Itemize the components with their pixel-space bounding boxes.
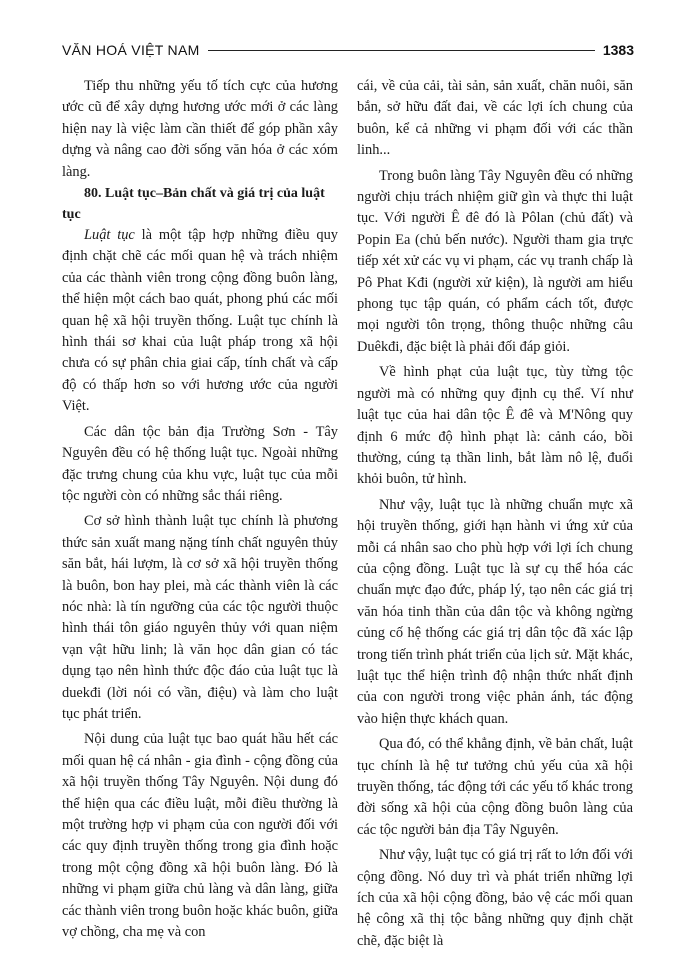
section-heading: 80. Luật tục–Bản chất và giá trị của luật tục bbox=[62, 186, 325, 223]
paragraph bbox=[62, 225, 338, 418]
paragraph: cái, về của cải, tài sản, sản xuất, chăn nuôi, săn bắn, sở hữu đất đai, về các lợi ích chung của buôn, kể cả những vi phạm đối với các thần linh... bbox=[357, 78, 633, 159]
paragraph: Trong buôn làng Tây Nguyên đều có những người chịu trách nhiệm giữ gìn và thực thi luật tục. Với người Ê đê đó là Pôlan (chủ đất) và Popin Ea (chủ bến nước). Người tham gia trực tiếp xét xử các vụ vi phạm, các vụ tranh chấp là Pô Phat Kđi (người xử kiện), là người am hiểu phong tục tập quán, có phẩm cách tốt, được mọi người tôn trọng, thông thuộc những câu Duêkđi, đặc biệt là phải đối đáp giỏi. bbox=[357, 167, 633, 355]
paragraph-text: là một tập hợp những điều quy định chặt chẽ các mối quan hệ và trách nhiệm của các thành viên trong cộng đồng buôn làng, thể hiện một cách bao quát, phong phú các mối quan hệ xã hội truyền thống. Luật tục chính là hình thái sơ khai của luật pháp trong xã hội chưa có sự phân chia giai cấp, tính chất và cấp độ có thấp hơn so với hương ước của người Việt. bbox=[62, 227, 339, 415]
paragraph: Cơ sở hình thành luật tục chính là phương thức sản xuất mang nặng tính chất nguyên thủy săn bắt, hái lượm, là cơ sở xã hội truyền thống là buôn, bon hay plei, mà các thành viên là các nóc nhà: là tín ngưỡng của các tộc người thuộc hình thái tôn giáo nguyên thủy với quan niệm vạn vật hữu linh; là văn học dân gian có tác dụng tạo nên hình thức độc đáo của luật tục là duekđi (lời nói có vần, điệu) và làm cho luật tục phát triển. bbox=[62, 513, 338, 722]
right-column bbox=[357, 76, 633, 952]
paragraph: Về hình phạt của luật tục, tùy từng tộc người mà có những quy định cụ thể. Ví như luật tục của hai dân tộc Ê đê và M'Nông quy định 6 mức độ hình phạt là: cảnh cáo, bồi thường, cúng tạ thần linh, bắt làm nô lệ, đuổi khỏi buôn, tử hình. bbox=[357, 364, 633, 488]
paragraph: Như vậy, luật tục là những chuẩn mực xã hội truyền thống, giới hạn hành vi ứng xử của mỗi cá nhân sao cho phù hợp với lợi ích chung của cộng đồng. Luật tục là sự cụ thể hóa các chuẩn mực đạo đức, pháp lý, tạo nên các giá trị văn hóa tinh thần của dân tộc và không ngừng củng cố hệ thống các giá trị dân tộc đã xác lập trong tiến trình phát triển của lịch sử. Mặt khác, luật tục thể hiện trình độ nhận thức nhất định của con người trong việc phản ánh, tác động vào hiện thực khách quan. bbox=[357, 496, 633, 727]
header-rule bbox=[208, 50, 595, 51]
page-number: 1383 bbox=[602, 42, 634, 58]
page-header bbox=[62, 40, 634, 60]
running-title: VĂN HOÁ VIỆT NAM bbox=[62, 42, 200, 58]
paragraph: Tiếp thu những yếu tố tích cực của hương ước cũ để xây dựng hương ước mới ở các làng hiện nay là việc làm cần thiết để góp phần xây dựng và nâng cao đời sống văn hóa ở các xóm làng. bbox=[62, 78, 338, 180]
paragraph: Như vậy, luật tục có giá trị rất to lớn đối với cộng đồng. Nó duy trì và phát triển những lợi ích của xã hội cộng đồng, bảo vệ các mối quan hệ công xã thị tộc bằng những quy định chặt chẽ, đặc biệt là bbox=[357, 847, 633, 949]
italic-term: Luật tục bbox=[84, 227, 135, 244]
left-column bbox=[62, 76, 338, 943]
paragraph: Nội dung của luật tục bao quát hầu hết các mối quan hệ cá nhân - gia đình - cộng đồng của xã hội truyền thống Tây Nguyên. Nội dung đó thể hiện qua các điều luật, mỗi điều thường là một trường hợp vi phạm của con người đối với các quy định truyền thống trong gia đình hoặc trong một cộng đồng xã hội buôn làng. Đó là những vi phạm giữa chủ làng và dân làng, giữa các thành viên trong buôn hoặc khác buôn, giữa vợ chồng, cha mẹ và con bbox=[62, 731, 338, 941]
paragraph: Các dân tộc bản địa Trường Sơn - Tây Nguyên đều có hệ thống luật tục. Ngoài những đặc trưng chung của khu vực, luật tục của mỗi tộc người còn có những sắc thái riêng. bbox=[62, 423, 338, 504]
paragraph: Qua đó, có thể khẳng định, về bản chất, luật tục chính là hệ tư tưởng chủ yếu của xã hội truyền thống, tác động tới các yếu tố khác trong đời sống xã hội của cộng đồng buôn làng của các tộc người bản địa Tây Nguyên. bbox=[357, 736, 633, 838]
